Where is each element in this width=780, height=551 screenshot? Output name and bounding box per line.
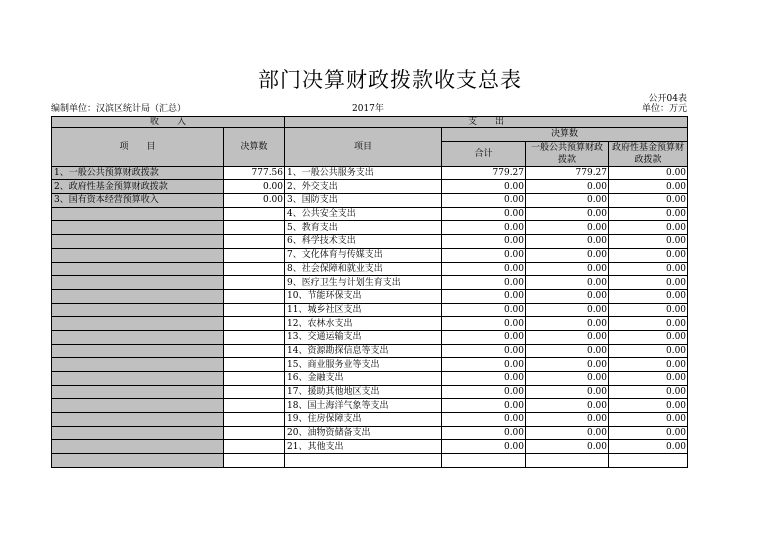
currency-unit: 单位：万元 — [641, 104, 687, 114]
form-code: 公开04表 — [648, 94, 687, 104]
fund-budget-cell: 0.00 — [609, 276, 688, 290]
income-item-cell: 2、政府性基金预算财政拨款 — [52, 180, 224, 194]
total-cell: 0.00 — [442, 372, 526, 386]
income-item-cell — [52, 248, 224, 262]
income-amount-cell — [224, 413, 285, 427]
income-amount-cell — [224, 330, 285, 344]
expense-item-cell: 10、节能环保支出 — [285, 289, 442, 303]
general-budget-cell: 0.00 — [526, 344, 609, 358]
expense-item-cell: 5、教育支出 — [285, 221, 442, 235]
total-cell: 0.00 — [442, 426, 526, 440]
total-cell: 0.00 — [442, 207, 526, 221]
fund-budget-cell: 0.00 — [609, 221, 688, 235]
income-item-cell — [52, 358, 224, 372]
total-cell: 0.00 — [442, 235, 526, 249]
fund-budget-cell: 0.00 — [609, 166, 688, 180]
table-row — [52, 235, 688, 249]
table-row — [52, 385, 688, 399]
total-cell — [442, 454, 526, 468]
expense-item-cell: 11、城乡社区支出 — [285, 303, 442, 317]
total-header: 合计 — [442, 141, 526, 166]
expense-item-cell: 12、农林水支出 — [285, 317, 442, 331]
income-item-cell — [52, 330, 224, 344]
income-item-cell — [52, 426, 224, 440]
fund-budget-cell: 0.00 — [609, 440, 688, 454]
fund-budget-cell: 0.00 — [609, 330, 688, 344]
expense-item-cell: 19、住房保障支出 — [285, 413, 442, 427]
income-item-cell — [52, 440, 224, 454]
report-year: 2017年 — [352, 104, 384, 114]
income-amount-cell: 0.00 — [224, 194, 285, 208]
fund-budget-cell: 0.00 — [609, 358, 688, 372]
fund-budget-cell: 0.00 — [609, 426, 688, 440]
total-cell: 0.00 — [442, 248, 526, 262]
general-budget-cell: 0.00 — [526, 207, 609, 221]
general-budget-cell: 0.00 — [526, 399, 609, 413]
general-budget-cell: 0.00 — [526, 289, 609, 303]
column-header-row-1 — [52, 128, 688, 142]
income-amount-header: 决算数 — [224, 128, 285, 167]
expense-item-cell: 9、医疗卫生与计划生育支出 — [285, 276, 442, 290]
income-item-cell — [52, 276, 224, 290]
fund-budget-cell: 0.00 — [609, 248, 688, 262]
total-cell: 0.00 — [442, 276, 526, 290]
income-amount-cell — [224, 248, 285, 262]
general-budget-cell: 0.00 — [526, 235, 609, 249]
expense-item-cell: 14、资源勘探信息等支出 — [285, 344, 442, 358]
expense-item-cell: 7、文化体育与传媒支出 — [285, 248, 442, 262]
final-amount-group-header: 决算数 — [442, 128, 688, 142]
page-title: 部门决算财政拨款收支总表 — [258, 68, 522, 92]
table-row — [52, 180, 688, 194]
fund-budget-cell: 0.00 — [609, 207, 688, 221]
expense-item-cell: 17、援助其他地区支出 — [285, 385, 442, 399]
fund-budget-cell: 0.00 — [609, 317, 688, 331]
total-cell: 779.27 — [442, 166, 526, 180]
table-row — [52, 454, 688, 468]
compiling-unit: 编制单位：汉滨区统计局（汇总） — [51, 104, 187, 114]
expense-item-cell: 20、油物资储备支出 — [285, 426, 442, 440]
total-cell: 0.00 — [442, 413, 526, 427]
income-amount-cell — [224, 385, 285, 399]
income-item-cell — [52, 289, 224, 303]
total-cell: 0.00 — [442, 262, 526, 276]
income-amount-cell — [224, 440, 285, 454]
income-section-header: 收 入 — [52, 117, 285, 128]
table-row — [52, 262, 688, 276]
table-row — [52, 248, 688, 262]
general-budget-cell: 0.00 — [526, 330, 609, 344]
expense-item-cell: 6、科学技术支出 — [285, 235, 442, 249]
general-budget-cell: 0.00 — [526, 317, 609, 331]
total-cell: 0.00 — [442, 317, 526, 331]
income-item-cell — [52, 317, 224, 331]
income-item-cell — [52, 207, 224, 221]
fund-budget-cell: 0.00 — [609, 344, 688, 358]
finance-summary-table — [51, 116, 688, 468]
general-budget-cell: 0.00 — [526, 426, 609, 440]
general-budget-cell: 0.00 — [526, 372, 609, 386]
fund-budget-cell: 0.00 — [609, 399, 688, 413]
total-cell: 0.00 — [442, 180, 526, 194]
income-item-cell — [52, 413, 224, 427]
income-item-cell — [52, 344, 224, 358]
total-cell: 0.00 — [442, 385, 526, 399]
income-item-cell — [52, 303, 224, 317]
total-cell: 0.00 — [442, 289, 526, 303]
general-budget-cell: 0.00 — [526, 303, 609, 317]
income-item-cell — [52, 385, 224, 399]
income-item-cell: 1、一般公共预算财政拨款 — [52, 166, 224, 180]
general-budget-cell: 0.00 — [526, 221, 609, 235]
table-row — [52, 399, 688, 413]
expense-item-cell: 18、国土海洋气象等支出 — [285, 399, 442, 413]
fund-budget-cell: 0.00 — [609, 303, 688, 317]
general-budget-cell: 0.00 — [526, 276, 609, 290]
table-row — [52, 330, 688, 344]
table-row — [52, 426, 688, 440]
total-cell: 0.00 — [442, 399, 526, 413]
income-item-cell — [52, 399, 224, 413]
fund-budget-cell: 0.00 — [609, 413, 688, 427]
income-item-cell — [52, 235, 224, 249]
expense-item-cell: 16、金融支出 — [285, 372, 442, 386]
expense-section-header: 支 出 — [285, 117, 688, 128]
income-amount-cell — [224, 426, 285, 440]
table-row — [52, 276, 688, 290]
expense-item-cell: 8、社会保障和就业支出 — [285, 262, 442, 276]
income-amount-cell — [224, 454, 285, 468]
income-item-cell — [52, 221, 224, 235]
general-budget-cell: 0.00 — [526, 248, 609, 262]
general-budget-cell: 0.00 — [526, 385, 609, 399]
general-budget-cell: 0.00 — [526, 180, 609, 194]
income-item-header: 项 目 — [52, 128, 224, 167]
total-cell: 0.00 — [442, 221, 526, 235]
expense-item-cell — [285, 454, 442, 468]
general-budget-cell: 0.00 — [526, 358, 609, 372]
income-amount-cell — [224, 262, 285, 276]
income-amount-cell: 0.00 — [224, 180, 285, 194]
general-budget-header: 一般公共预算财政拨款 — [526, 141, 609, 166]
table-row — [52, 207, 688, 221]
total-cell: 0.00 — [442, 358, 526, 372]
income-amount-cell — [224, 207, 285, 221]
income-item-cell — [52, 372, 224, 386]
general-budget-cell: 0.00 — [526, 194, 609, 208]
fund-budget-header: 政府性基金预算财政拨款 — [609, 141, 688, 166]
income-amount-cell — [224, 317, 285, 331]
fund-budget-cell: 0.00 — [609, 235, 688, 249]
general-budget-cell: 0.00 — [526, 262, 609, 276]
expense-item-cell: 21、其他支出 — [285, 440, 442, 454]
fund-budget-cell: 0.00 — [609, 385, 688, 399]
fund-budget-cell: 0.00 — [609, 180, 688, 194]
income-amount-cell — [224, 372, 285, 386]
table-row — [52, 303, 688, 317]
table-row — [52, 413, 688, 427]
section-header-row — [52, 117, 688, 128]
table-row — [52, 289, 688, 303]
general-budget-cell: 0.00 — [526, 440, 609, 454]
fund-budget-cell: 0.00 — [609, 372, 688, 386]
income-amount-cell — [224, 289, 285, 303]
income-amount-cell — [224, 235, 285, 249]
expense-item-cell: 15、商业服务业等支出 — [285, 358, 442, 372]
table-row — [52, 166, 688, 180]
total-cell: 0.00 — [442, 303, 526, 317]
expense-item-cell: 3、国防支出 — [285, 194, 442, 208]
expense-item-cell: 13、交通运输支出 — [285, 330, 442, 344]
income-amount-cell — [224, 303, 285, 317]
fund-budget-cell — [609, 454, 688, 468]
income-item-cell: 3、国有资本经营预算收入 — [52, 194, 224, 208]
general-budget-cell: 779.27 — [526, 166, 609, 180]
total-cell: 0.00 — [442, 440, 526, 454]
fund-budget-cell: 0.00 — [609, 194, 688, 208]
income-amount-cell: 777.56 — [224, 166, 285, 180]
income-amount-cell — [224, 344, 285, 358]
income-amount-cell — [224, 276, 285, 290]
general-budget-cell: 0.00 — [526, 413, 609, 427]
income-amount-cell — [224, 221, 285, 235]
table-row — [52, 194, 688, 208]
fund-budget-cell: 0.00 — [609, 262, 688, 276]
table-row — [52, 344, 688, 358]
total-cell: 0.00 — [442, 344, 526, 358]
fund-budget-cell: 0.00 — [609, 289, 688, 303]
expense-item-cell: 4、公共安全支出 — [285, 207, 442, 221]
table-row — [52, 317, 688, 331]
income-item-cell — [52, 454, 224, 468]
table-row — [52, 358, 688, 372]
income-item-cell — [52, 262, 224, 276]
total-cell: 0.00 — [442, 330, 526, 344]
income-amount-cell — [224, 358, 285, 372]
table-row — [52, 440, 688, 454]
table-row — [52, 221, 688, 235]
table-row — [52, 372, 688, 386]
general-budget-cell — [526, 454, 609, 468]
income-amount-cell — [224, 399, 285, 413]
expense-item-header: 项目 — [285, 128, 442, 167]
total-cell: 0.00 — [442, 194, 526, 208]
expense-item-cell: 1、一般公共服务支出 — [285, 166, 442, 180]
expense-item-cell: 2、外交支出 — [285, 180, 442, 194]
